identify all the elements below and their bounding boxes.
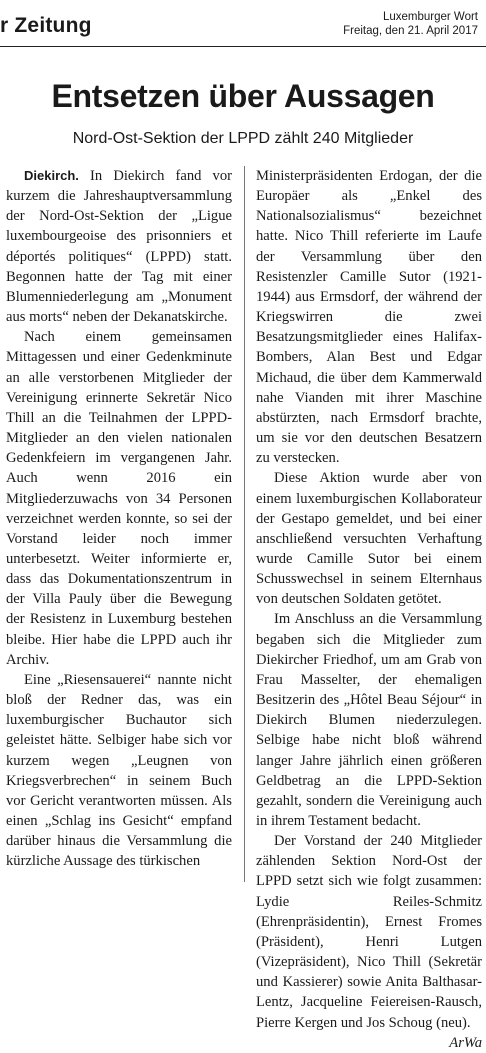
- article-headline: Entsetzen über Aussagen: [51, 78, 435, 114]
- paragraph-text: Der Vorstand der 240 Mitglieder zählenden Sektion Nord-Ost der LPPD setzt sich wie folgt zusammen: Lydie Reiles-Schmitz (Ehrenpräsidentin), Ernest Fromes (Präsident), Henri Lutgen (Vizepräsident), Nico Thill (Sekretär und Kassierer) sowie Anita Balthasar-Lentz, Jacqueline Feiereisen-Rausch, Pierre Kergen und Jos Schoug (neu).: [256, 833, 482, 1031]
- dateline: Diekirch.: [24, 168, 79, 183]
- article-paragraph-5: [256, 609, 482, 831]
- section-title: r Zeitung: [0, 14, 92, 37]
- paragraph-text: In Diekirch fand vor kurzem die Jahreshauptversammlung der Nord-Ost-Sektion der „Ligue luxembourgeoise des prisonniers et déportés politiques“ (LPPD) statt. Begonnen hatte der Tag mit einer Blumenniederlegung am „Monument aus morts“ neben der Dekanatskirche.: [6, 168, 232, 326]
- article-subheadline: Nord-Ost-Sektion der LPPD zählt 240 Mitglieder: [72, 130, 414, 147]
- issue-date: Freitag, den 21. April 2017: [343, 25, 478, 37]
- article-paragraph-3-continued: [256, 166, 482, 468]
- paragraph-text: Im Anschluss an die Versammlung begaben sich die Mitglieder zum Diekircher Friedhof, um am Grab von Frau Masselter, der ehemaligen Besitzerin des „Hôtel Beau Séjour“ in Diekirch Blumen niederzulegen. Selbige habe nicht bloß während langer Jahre jährlich einen größeren Geldbetrag an die LPPD-Sektion gezahlt, sondern die Vereinigung auch in ihrem Testament bedacht.: [256, 611, 482, 829]
- article-column-right: [256, 166, 482, 1053]
- masthead: [343, 10, 478, 38]
- author-byline: ArWa: [449, 1034, 482, 1051]
- paragraph-text: Nach einem gemeinsamen Mittagessen und einer Gedenkminute an alle verstorbenen Mitglieder der Vereinigung erinnerte Sekretär Nico Thill an die Teilnahmen der LPPD-Mitglieder an den vielen nationalen Gedenkfeiern im vergangenen Jahr. Auch wenn 2016 ein Mitgliederzuwachs von 34 Personen verzeichnet werden konnte, so sei der Vorstand leider noch immer unterbesetzt. Weiter informierte er, dass das Dokumentationszentrum in der Villa Pauly über die Bewegung der Resistenz in Luxemburg bestehen bleibe. Hier habe die LPPD auch ihr Archiv.: [6, 329, 232, 668]
- paragraph-text: Diese Aktion wurde aber von einem luxemburgischen Kollaborateur der Gestapo gemeldet, und bei einer anschließend versuchten Verhaftung wurde Camille Sutor bei einem Schusswechsel in seinem Elternhaus von deutschen Soldaten getötet.: [256, 470, 482, 608]
- article-column-left: [6, 166, 232, 871]
- page-header: [0, 0, 486, 47]
- article-paragraph-2: [6, 327, 232, 670]
- paragraph-text: Eine „Riesensauerei“ nannte nicht bloß der Redner das, was ein luxemburgischer Buchautor sich geleistet hätte. Selbiger habe sich vor kurzem wegen „Leugnen von Kriegsverbrechen“ in seinem Buch vor Gericht verantworten müssen. Als einen „Schlag ins Gesicht“ empfand darüber hinaus die Versammlung die kürzliche Aussage des türkischen: [6, 671, 232, 870]
- paragraph-text: Ministerpräsidenten Erdogan, der die Europäer als „Enkel des Nationalsozialismus“ bezeichnet hatte. Nico Thill referierte im Laufe der Versammlung über den Resistenzler Camille Sutor (1921-1944) aus Ermsdorf, der während der Kriegswirren die zwei Besatzungsmitglieder eines Halifax-Bombers, Alan Best und Edgar Michaud, die über dem Kammerwald nahe Vianden mit ihrer Maschine abstürzten, nach Ermsdorf brachte, um sie vor den deutschen Besatzern zu verstecken.: [256, 168, 482, 467]
- newspaper-name: Luxemburger Wort: [382, 11, 478, 23]
- article-paragraph-6: [256, 831, 482, 1051]
- article-paragraph-4: [256, 468, 482, 609]
- article-paragraph-3: [6, 670, 232, 872]
- article-paragraph-1: [6, 166, 232, 327]
- column-divider: [244, 166, 245, 882]
